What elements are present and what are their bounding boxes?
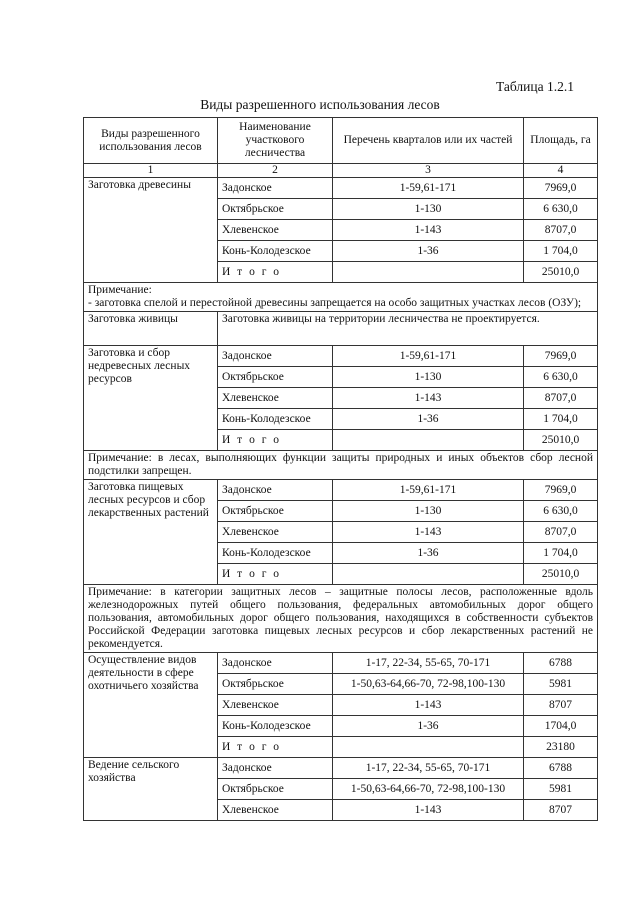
land-use-table bbox=[83, 117, 598, 821]
forestry-cell: Конь-Колодезское bbox=[218, 241, 333, 262]
quarters-cell: 1-36 bbox=[333, 716, 524, 737]
forestry-cell: Конь-Колодезское bbox=[218, 543, 333, 564]
area-cell: 8707,0 bbox=[524, 522, 598, 543]
table-row bbox=[84, 480, 598, 501]
area-cell: 6 630,0 bbox=[524, 501, 598, 522]
quarters-cell: 1-36 bbox=[333, 241, 524, 262]
note-cell: Примечание: - заготовка спелой и перестойной древесины запрещается на особо защитных участках лесов (ОЗУ); bbox=[84, 283, 598, 312]
area-cell: 8707,0 bbox=[524, 388, 598, 409]
quarters-cell: 1-50,63-64,66-70, 72-98,100-130 bbox=[333, 779, 524, 800]
total-area: 25010,0 bbox=[524, 262, 598, 283]
note-row bbox=[84, 451, 598, 480]
forestry-cell: Хлевенское bbox=[218, 220, 333, 241]
note-row bbox=[84, 283, 598, 312]
col-number: 4 bbox=[524, 164, 598, 178]
category-cell: Заготовка живицы bbox=[84, 312, 218, 346]
quarters-cell: 1-59,61-171 bbox=[333, 480, 524, 501]
quarters-cell: 1-36 bbox=[333, 409, 524, 430]
area-cell: 1 704,0 bbox=[524, 241, 598, 262]
area-cell: 1 704,0 bbox=[524, 409, 598, 430]
table-row bbox=[84, 653, 598, 674]
col-number: 3 bbox=[333, 164, 524, 178]
area-cell: 8707 bbox=[524, 695, 598, 716]
forestry-cell: Октябрьское bbox=[218, 674, 333, 695]
col-header-use-type: Виды разрешенного использования лесов bbox=[84, 118, 218, 164]
table-row bbox=[84, 346, 598, 367]
area-cell: 1704,0 bbox=[524, 716, 598, 737]
forestry-cell: Октябрьское bbox=[218, 199, 333, 220]
total-label: И т о г о bbox=[218, 430, 333, 451]
area-cell: 5981 bbox=[524, 674, 598, 695]
forestry-cell: Конь-Колодезское bbox=[218, 716, 333, 737]
note-cell: Примечание: в категории защитных лесов – защитные полосы лесов, расположенные вдоль железнодорожных путей общего пользования, федеральных автомобильных дорог общего пользования, автомобильных дорог общего пользования, находящихся в собственности субъектов Российской Федерации заготовка пищевых лесных ресурсов и сбор лекарственных растений не рекомендуется. bbox=[84, 585, 598, 653]
table-row bbox=[84, 178, 598, 199]
quarters-cell: 1-17, 22-34, 55-65, 70-171 bbox=[333, 758, 524, 779]
area-cell: 6788 bbox=[524, 653, 598, 674]
quarters-cell: 1-59,61-171 bbox=[333, 178, 524, 199]
col-number: 1 bbox=[84, 164, 218, 178]
total-quarters-empty bbox=[333, 564, 524, 585]
quarters-cell: 1-143 bbox=[333, 800, 524, 821]
area-cell: 6 630,0 bbox=[524, 367, 598, 388]
quarters-cell: 1-130 bbox=[333, 367, 524, 388]
forestry-cell: Октябрьское bbox=[218, 779, 333, 800]
total-area: 23180 bbox=[524, 737, 598, 758]
forestry-cell: Октябрьское bbox=[218, 367, 333, 388]
area-cell: 7969,0 bbox=[524, 178, 598, 199]
area-cell: 1 704,0 bbox=[524, 543, 598, 564]
table-row bbox=[84, 312, 598, 346]
forestry-cell: Хлевенское bbox=[218, 388, 333, 409]
quarters-cell: 1-143 bbox=[333, 522, 524, 543]
forestry-cell: Задонское bbox=[218, 480, 333, 501]
area-cell: 5981 bbox=[524, 779, 598, 800]
table-title: Виды разрешенного использования лесов bbox=[200, 97, 440, 112]
area-cell: 8707 bbox=[524, 800, 598, 821]
area-cell: 7969,0 bbox=[524, 346, 598, 367]
category-cell: Заготовка древесины bbox=[84, 178, 218, 283]
table-row bbox=[84, 758, 598, 779]
area-cell: 6 630,0 bbox=[524, 199, 598, 220]
total-quarters-empty bbox=[333, 430, 524, 451]
header-row bbox=[84, 118, 598, 164]
total-label: И т о г о bbox=[218, 564, 333, 585]
quarters-cell: 1-50,63-64,66-70, 72-98,100-130 bbox=[333, 674, 524, 695]
quarters-cell: 1-130 bbox=[333, 199, 524, 220]
forestry-cell: Задонское bbox=[218, 758, 333, 779]
quarters-cell: 1-130 bbox=[333, 501, 524, 522]
total-quarters-empty bbox=[333, 737, 524, 758]
area-cell: 8707,0 bbox=[524, 220, 598, 241]
category-cell: Заготовка пищевых лесных ресурсов и сбор лекарственных растений bbox=[84, 480, 218, 585]
quarters-cell: 1-143 bbox=[333, 220, 524, 241]
total-label: И т о г о bbox=[218, 262, 333, 283]
col-header-forestry: Наименование участкового лесничества bbox=[218, 118, 333, 164]
table-label: Таблица 1.2.1 bbox=[496, 79, 574, 94]
forestry-cell: Задонское bbox=[218, 653, 333, 674]
category-cell: Ведение сельского хозяйства bbox=[84, 758, 218, 821]
quarters-cell: 1-59,61-171 bbox=[333, 346, 524, 367]
forestry-cell: Хлевенское bbox=[218, 695, 333, 716]
area-cell: 7969,0 bbox=[524, 480, 598, 501]
forestry-cell: Хлевенское bbox=[218, 800, 333, 821]
forestry-cell: Хлевенское bbox=[218, 522, 333, 543]
forestry-cell: Задонское bbox=[218, 346, 333, 367]
forestry-cell: Конь-Колодезское bbox=[218, 409, 333, 430]
total-label: И т о г о bbox=[218, 737, 333, 758]
total-area: 25010,0 bbox=[524, 564, 598, 585]
area-cell: 6788 bbox=[524, 758, 598, 779]
col-header-quarters: Перечень кварталов или их частей bbox=[333, 118, 524, 164]
forestry-cell: Задонское bbox=[218, 178, 333, 199]
forestry-cell: Октябрьское bbox=[218, 501, 333, 522]
note-cell: Примечание: в лесах, выполняющих функции защиты природных и иных объектов сбор лесной подстилки запрещен. bbox=[84, 451, 598, 480]
category-cell: Заготовка и сбор недревесных лесных ресурсов bbox=[84, 346, 218, 451]
total-area: 25010,0 bbox=[524, 430, 598, 451]
category-cell: Осуществление видов деятельности в сфере охотничьего хозяйства bbox=[84, 653, 218, 758]
quarters-cell: 1-143 bbox=[333, 695, 524, 716]
quarters-cell: 1-36 bbox=[333, 543, 524, 564]
quarters-cell: 1-17, 22-34, 55-65, 70-171 bbox=[333, 653, 524, 674]
quarters-cell: 1-143 bbox=[333, 388, 524, 409]
column-numbers-row bbox=[84, 164, 598, 178]
col-header-area: Площадь, га bbox=[524, 118, 598, 164]
note-row bbox=[84, 585, 598, 653]
col-number: 2 bbox=[218, 164, 333, 178]
section-text: Заготовка живицы на территории лесничества не проектируется. bbox=[218, 312, 598, 346]
total-quarters-empty bbox=[333, 262, 524, 283]
